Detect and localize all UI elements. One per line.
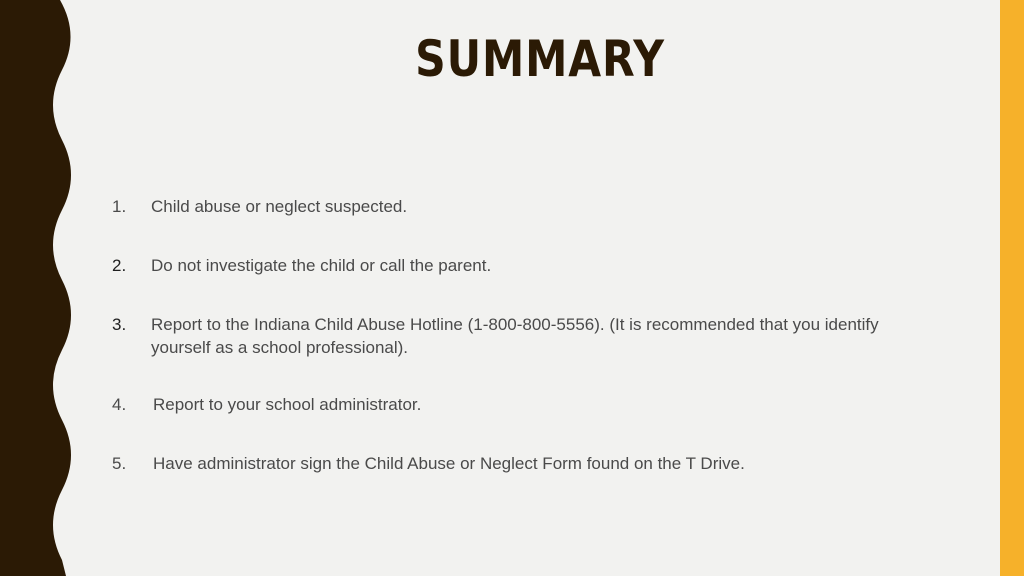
list-item-number: 2.: [112, 256, 127, 275]
list-item-number: 5.: [112, 454, 127, 473]
list-item-number: 3.: [112, 315, 127, 334]
list-item-text: Have administrator sign the Child Abuse or Neglect Form found on the T Drive.: [153, 454, 745, 473]
list-item-number: 1.: [112, 197, 127, 216]
list-item-number: 4.: [112, 395, 127, 414]
list-item-text: Report to your school administrator.: [153, 395, 422, 414]
wavy-border-decoration: [0, 0, 80, 576]
slide-title: SUMMARY: [415, 30, 665, 88]
list-item-text: Do not investigate the child or call the parent.: [151, 256, 492, 275]
list-item-text: Child abuse or neglect suspected.: [151, 197, 408, 216]
accent-bar: [1000, 0, 1024, 576]
list-item-text: Report to the Indiana Child Abuse Hotline (1-800-800-5556). (It is recommended that you identify yourself as a school professional).: [151, 315, 879, 357]
